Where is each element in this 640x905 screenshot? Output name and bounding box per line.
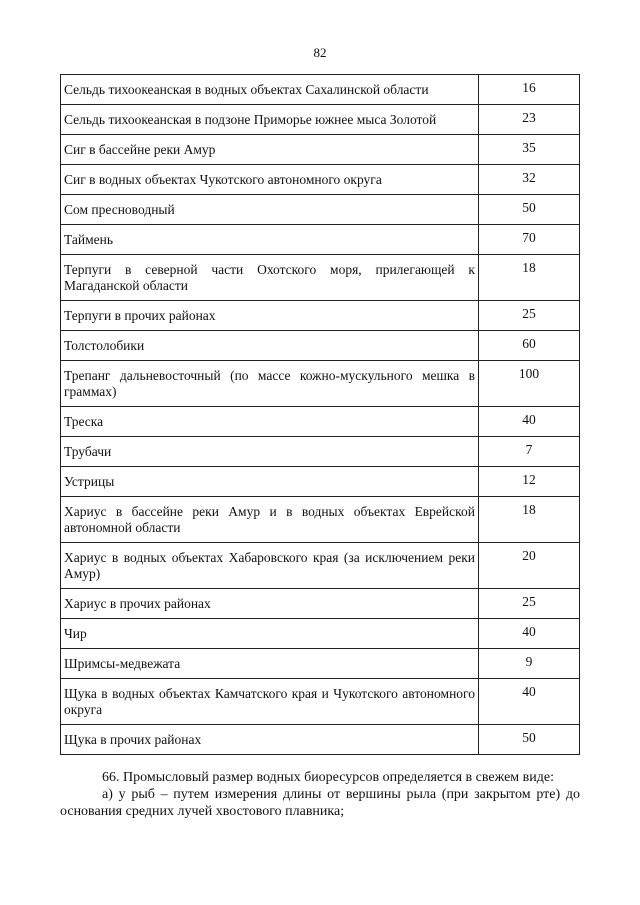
size-value: 50 [479,195,580,225]
table-row [61,467,580,497]
table-row [61,225,580,255]
table-row [61,165,580,195]
table-row [61,589,580,619]
size-value: 100 [479,361,580,407]
body-text [60,769,580,820]
size-value: 12 [479,467,580,497]
species-name: Шримсы-медвежата [61,649,479,679]
paragraph: 66. Промысловый размер водных биоресурсов определяется в свежем виде: [102,770,554,785]
species-name: Хариус в прочих районах [61,589,479,619]
species-name: Сельдь тихоокеанская в водных объектах Сахалинской области [61,75,479,105]
species-name: Трепанг дальневосточный (по массе кожно-мускульного мешка в граммах) [61,361,479,407]
table-row [61,725,580,755]
table-row [61,619,580,649]
species-name: Терпуги в прочих районах [61,301,479,331]
species-name: Треска [61,407,479,437]
size-table [60,74,580,755]
size-value: 25 [479,301,580,331]
size-value: 9 [479,649,580,679]
species-name: Чир [61,619,479,649]
table-body [61,75,580,755]
table-row [61,679,580,725]
size-value: 18 [479,497,580,543]
size-value: 70 [479,225,580,255]
size-value: 40 [479,679,580,725]
table-row [61,135,580,165]
table-row [61,497,580,543]
size-value: 60 [479,331,580,361]
size-value: 20 [479,543,580,589]
table-row [61,195,580,225]
species-name: Терпуги в северной части Охотского моря, прилегающей к Магаданской области [61,255,479,301]
size-value: 50 [479,725,580,755]
size-value: 23 [479,105,580,135]
species-name: Щука в прочих районах [61,725,479,755]
species-name: Хариус в водных объектах Хабаровского края (за исключением реки Амур) [61,543,479,589]
species-name: Устрицы [61,467,479,497]
species-name: Сиг в водных объектах Чукотского автономного округа [61,165,479,195]
species-name: Трубачи [61,437,479,467]
species-name: Сиг в бассейне реки Амур [61,135,479,165]
size-value: 25 [479,589,580,619]
species-name: Таймень [61,225,479,255]
table-row [61,649,580,679]
species-name: Толстолобики [61,331,479,361]
page-number: 82 [313,45,327,60]
paragraph: а) у рыб – путем измерения длины от вершины рыла (при закрытом рте) до основания средних лучей хвостового плавника; [60,787,580,819]
size-value: 32 [479,165,580,195]
species-name: Сельдь тихоокеанская в подзоне Приморье южнее мыса Золотой [61,105,479,135]
species-name: Сом пресноводный [61,195,479,225]
species-name: Щука в водных объектах Камчатского края и Чукотского автономного округа [61,679,479,725]
table-row [61,407,580,437]
table-row [61,105,580,135]
table-row [61,255,580,301]
table-row [61,543,580,589]
size-value: 35 [479,135,580,165]
size-value: 16 [479,75,580,105]
size-value: 40 [479,407,580,437]
species-name: Хариус в бассейне реки Амур и в водных объектах Еврейской автономной области [61,497,479,543]
size-value: 18 [479,255,580,301]
table-row [61,301,580,331]
table-row [61,331,580,361]
table-row [61,75,580,105]
table-row [61,437,580,467]
table-row [61,361,580,407]
size-value: 40 [479,619,580,649]
size-value: 7 [479,437,580,467]
